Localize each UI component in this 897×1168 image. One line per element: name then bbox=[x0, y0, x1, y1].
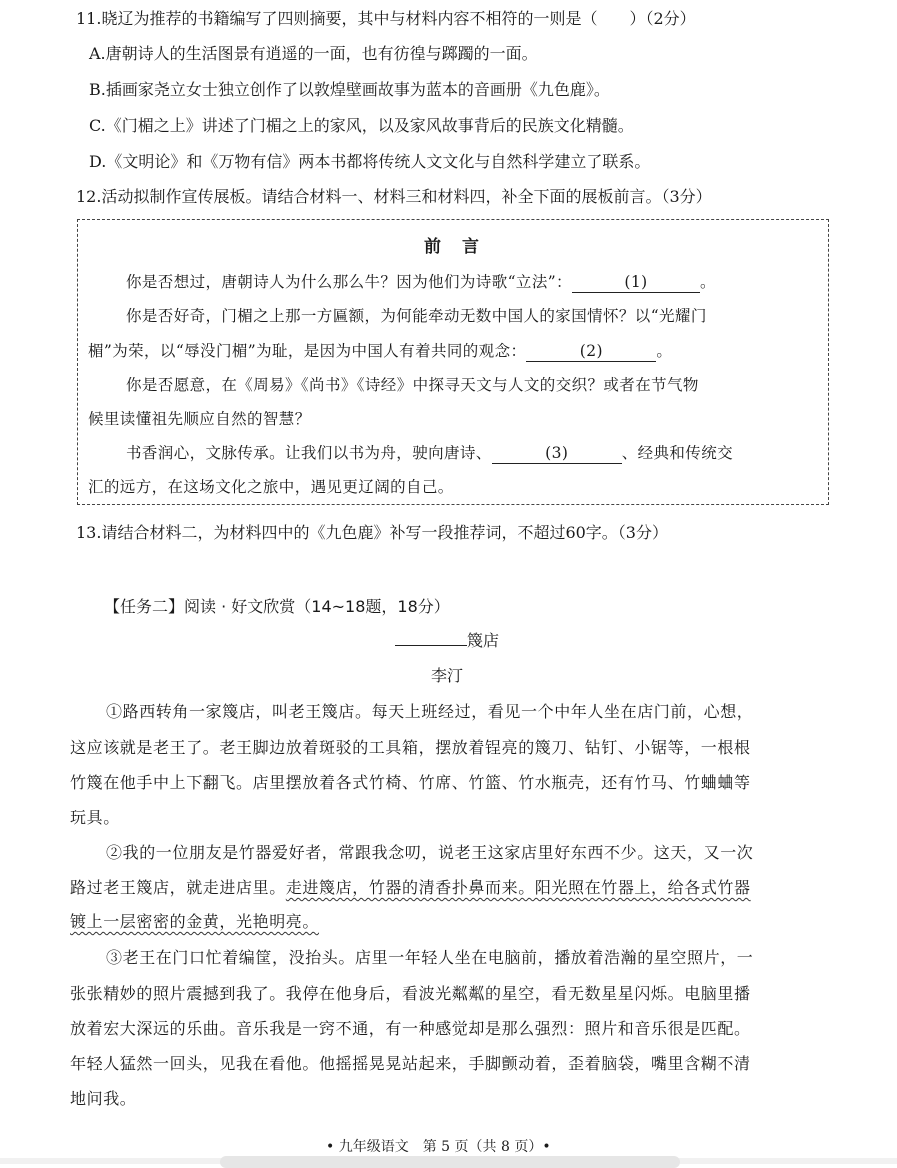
option-d: D.《文明论》和《万物有信》两本书都将传统人文文化与自然科学建立了联系。 bbox=[89, 152, 651, 171]
paragraph-3-line-5: 地问我。 bbox=[70, 1089, 137, 1108]
article-title bbox=[395, 630, 499, 652]
paragraph-2-line-1: ②我的一位朋友是竹器爱好者，常跟我念叨，说老王这家店里好东西不少。这天，又一次 bbox=[106, 843, 754, 862]
question-13-stem: 13.请结合材料二，为材料四中的《九色鹿》补写一段推荐词，不超过60字。（3分） bbox=[76, 523, 668, 542]
underlined-sentence: 走进篾店，竹器的清香扑鼻而来。阳光照在竹器上，给各式竹器 bbox=[285, 878, 751, 897]
preface-para-4-line-1 bbox=[126, 442, 733, 464]
paragraph-1-line-4: 玩具。 bbox=[70, 808, 120, 827]
underlined-sentence-end: 镀上一层密密的金黄，光艳明亮。 bbox=[70, 912, 320, 931]
paragraph-1-line-3: 竹篾在他手中上下翻飞。店里摆放着各式竹椅、竹席、竹篮、竹水瓶壳，还有竹马、竹蛐蛐等 bbox=[70, 773, 751, 792]
preface-para-2-end: 。 bbox=[656, 342, 673, 360]
article-author: 李汀 bbox=[431, 666, 464, 685]
title-blank[interactable] bbox=[395, 645, 467, 646]
blank-3[interactable]: (3) bbox=[492, 443, 622, 464]
task-2-header: 【任务二】阅读 · 好文欣赏（14~18题，18分） bbox=[104, 597, 450, 616]
option-c: C.《门楣之上》讲述了门楣之上的家风，以及家风故事背后的民族文化精髓。 bbox=[89, 116, 634, 135]
paragraph-2-line-3 bbox=[70, 911, 319, 933]
blank-1[interactable]: (1) bbox=[572, 272, 700, 293]
preface-para-2-line-2 bbox=[88, 340, 672, 362]
option-a: A.唐朝诗人的生活图景有逍遥的一面，也有彷徨与踯躅的一面。 bbox=[89, 44, 538, 63]
preface-para-2-text: 楣”为荣，以“辱没门楣”为耻，是因为中国人有着共同的观念： bbox=[88, 342, 527, 360]
paragraph-3-line-3: 放着宏大深远的乐曲。音乐我是一窍不通，有一种感觉却是那么强烈：照片和音乐很是匹配。 bbox=[70, 1019, 751, 1038]
paragraph-1-line-1: ①路西转角一家篾店，叫老王篾店。每天上班经过，看见一个中年人坐在店门前，心想， bbox=[106, 702, 754, 721]
paragraph-2-text: 路过老王篾店，就走进店里。 bbox=[70, 878, 286, 897]
scroll-handle[interactable] bbox=[220, 1156, 680, 1168]
preface-para-1-end: 。 bbox=[699, 273, 716, 291]
paragraph-3-line-1: ③老王在门口忙着编筐，没抬头。店里一年轻人坐在电脑前，播放着浩瀚的星空照片，一 bbox=[106, 948, 754, 967]
paragraph-2-line-2 bbox=[70, 877, 751, 899]
article-title-text: 篾店 bbox=[467, 631, 500, 650]
question-11-stem: 11.晓辽为推荐的书籍编写了四则摘要，其中与材料内容不相符的一则是（ ）（2分） bbox=[76, 9, 696, 28]
option-b: B.插画家尧立女士独立创作了以敦煌壁画故事为蓝本的音画册《九色鹿》。 bbox=[89, 80, 610, 99]
preface-para-3-line-2: 候里读懂祖先顺应自然的智慧？ bbox=[88, 410, 311, 428]
paragraph-3-line-2: 张张精妙的照片震撼到我了。我停在他身后，看波光粼粼的星空，看无数星星闪烁。电脑里播 bbox=[70, 984, 751, 1003]
question-12-stem: 12.活动拟制作宣传展板。请结合材料一、材料三和材料四，补全下面的展板前言。（3分） bbox=[76, 187, 712, 206]
page-footer: • 九年级语文 第 5 页（共 8 页）• bbox=[326, 1139, 551, 1155]
preface-para-1-text: 你是否想过，唐朝诗人为什么那么牛？因为他们为诗歌“立法”： bbox=[126, 273, 572, 291]
preface-para-1 bbox=[126, 271, 716, 293]
preface-para-4-line-2: 汇的远方，在这场文化之旅中，遇见更辽阔的自己。 bbox=[88, 478, 454, 496]
paragraph-1-line-2: 这应该就是老王了。老王脚边放着斑驳的工具箱，摆放着锃亮的篾刀、钻钉、小锯等，一根根 bbox=[70, 738, 751, 757]
preface-para-2-line-1: 你是否好奇，门楣之上那一方匾额，为何能牵动无数中国人的家国情怀？以“光耀门 bbox=[126, 307, 707, 325]
preface-title: 前 言 bbox=[424, 237, 481, 257]
preface-para-3-line-1: 你是否愿意，在《周易》《尚书》《诗经》中探寻天文与人文的交织？或者在节气物 bbox=[126, 376, 699, 394]
blank-2[interactable]: (2) bbox=[526, 341, 656, 362]
paragraph-3-line-4: 年轻人猛然一回头，见我在看他。他摇摇晃晃站起来，手脚颤动着，歪着脑袋，嘴里含糊不清 bbox=[70, 1054, 751, 1073]
preface-para-4-text-a: 书香润心，文脉传承。让我们以书为舟，驶向唐诗、 bbox=[126, 444, 492, 462]
preface-para-4-text-b: 、经典和传统交 bbox=[621, 444, 734, 462]
